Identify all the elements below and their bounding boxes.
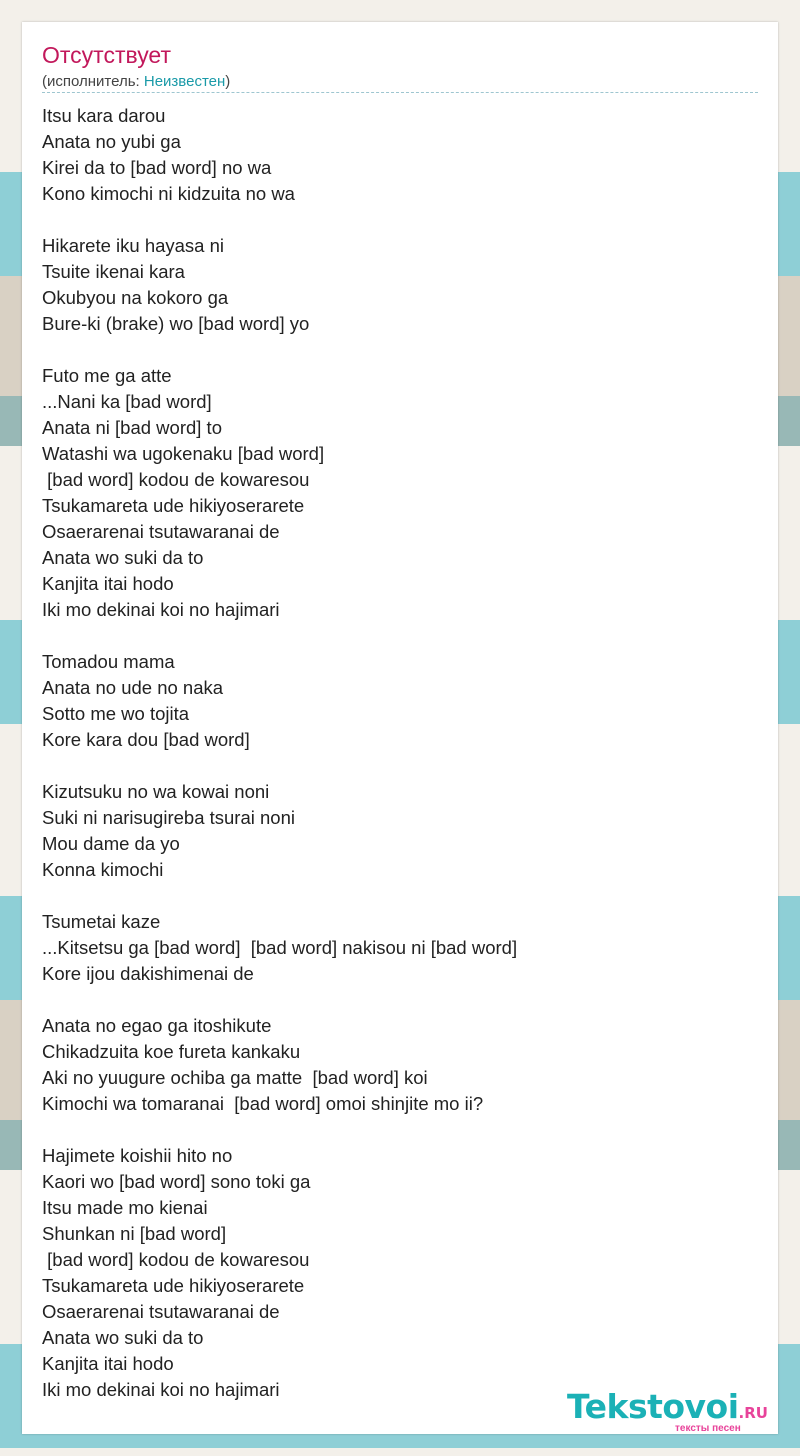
stanza-break (42, 207, 742, 233)
artist-line (42, 73, 230, 90)
lyric-line: Kaori wo [bad word] sono toki ga (42, 1171, 311, 1192)
lyric-line: Anata wo suki da to (42, 1327, 204, 1348)
stanza-break (42, 987, 742, 1013)
logo-subtitle: тексты песен (675, 1423, 741, 1434)
lyric-line: Shunkan ni [bad word] (42, 1223, 227, 1244)
artist-prefix: (исполнитель: (42, 73, 144, 90)
lyric-line: Mou dame da yo (42, 833, 180, 854)
lyric-line: Tsuite ikenai kara (42, 261, 185, 282)
lyric-line: Osaerarenai tsutawaranai de (42, 1301, 280, 1322)
lyric-line: Kirei da to [bad word] no wa (42, 157, 272, 178)
lyric-line: Kanjita itai hodo (42, 1353, 174, 1374)
lyric-line: Hikarete iku hayasa ni (42, 235, 225, 256)
lyric-line: Iki mo dekinai koi no hajimari (42, 599, 280, 620)
lyric-line: Bure-ki (brake) wo [bad word] yo (42, 313, 310, 334)
lyric-line: Okubyou na kokoro ga (42, 287, 229, 308)
lyric-line: [bad word] kodou de kowaresou (42, 469, 310, 490)
lyrics-body (42, 103, 742, 1403)
stanza-break (42, 337, 742, 363)
logo-wordmark (567, 1389, 777, 1431)
lyric-line: Anata no yubi ga (42, 131, 181, 152)
lyric-line: Futo me ga atte (42, 365, 172, 386)
song-title: Отсутствует (42, 42, 171, 68)
lyric-line: Itsu made mo kienai (42, 1197, 208, 1218)
logo-brand: Tekstovoi (567, 1387, 739, 1426)
title-divider (42, 92, 758, 93)
lyric-line: Tsukamareta ude hikiyoserarete (42, 495, 305, 516)
logo-tld: .RU (738, 1404, 768, 1422)
lyric-line: Anata no ude no naka (42, 677, 224, 698)
stanza-break (42, 883, 742, 909)
lyrics-card (22, 22, 778, 1434)
lyric-line: Kizutsuku no wa kowai noni (42, 781, 270, 802)
lyric-line: Chikadzuita koe fureta kankaku (42, 1041, 301, 1062)
lyric-line: Kimochi wa tomaranai [bad word] omoi shinjite mo ii? (42, 1093, 484, 1114)
lyric-line: Anata ni [bad word] to (42, 417, 222, 438)
lyric-line: Sotto me wo tojita (42, 703, 190, 724)
lyric-line: Tsumetai kaze (42, 911, 161, 932)
lyric-line: Itsu kara darou (42, 105, 166, 126)
lyric-line: Tsukamareta ude hikiyoserarete (42, 1275, 305, 1296)
lyric-line: Kono kimochi ni kidzuita no wa (42, 183, 295, 204)
artist-link[interactable]: Неизвестен (143, 73, 226, 90)
lyric-line: Iki mo dekinai koi no hajimari (42, 1379, 280, 1400)
lyric-line: Hajimete koishii hito no (42, 1145, 233, 1166)
lyric-line: ...Nani ka [bad word] (42, 391, 212, 412)
artist-suffix: ) (225, 73, 231, 90)
lyric-line: Kore kara dou [bad word] (42, 729, 250, 750)
stanza-break (42, 1117, 742, 1143)
lyric-line: Anata no egao ga itoshikute (42, 1015, 272, 1036)
lyric-line: Kanjita itai hodo (42, 573, 174, 594)
lyric-line: [bad word] kodou de kowaresou (42, 1249, 310, 1270)
stanza-break (42, 623, 742, 649)
tekstovoi-logo[interactable] (567, 1387, 777, 1434)
lyric-line: Tomadou mama (42, 651, 175, 672)
lyric-line: Aki no yuugure ochiba ga matte [bad word] koi (42, 1067, 428, 1088)
stanza-break (42, 753, 742, 779)
lyric-line: Konna kimochi (42, 859, 164, 880)
lyric-line: Suki ni narisugireba tsurai noni (42, 807, 295, 828)
lyric-line: Anata wo suki da to (42, 547, 204, 568)
lyric-line: Osaerarenai tsutawaranai de (42, 521, 280, 542)
lyric-line: Kore ijou dakishimenai de (42, 963, 254, 984)
lyric-line: Watashi wa ugokenaku [bad word] (42, 443, 325, 464)
lyric-line: ...Kitsetsu ga [bad word] [bad word] nakisou ni [bad word] (42, 937, 518, 958)
